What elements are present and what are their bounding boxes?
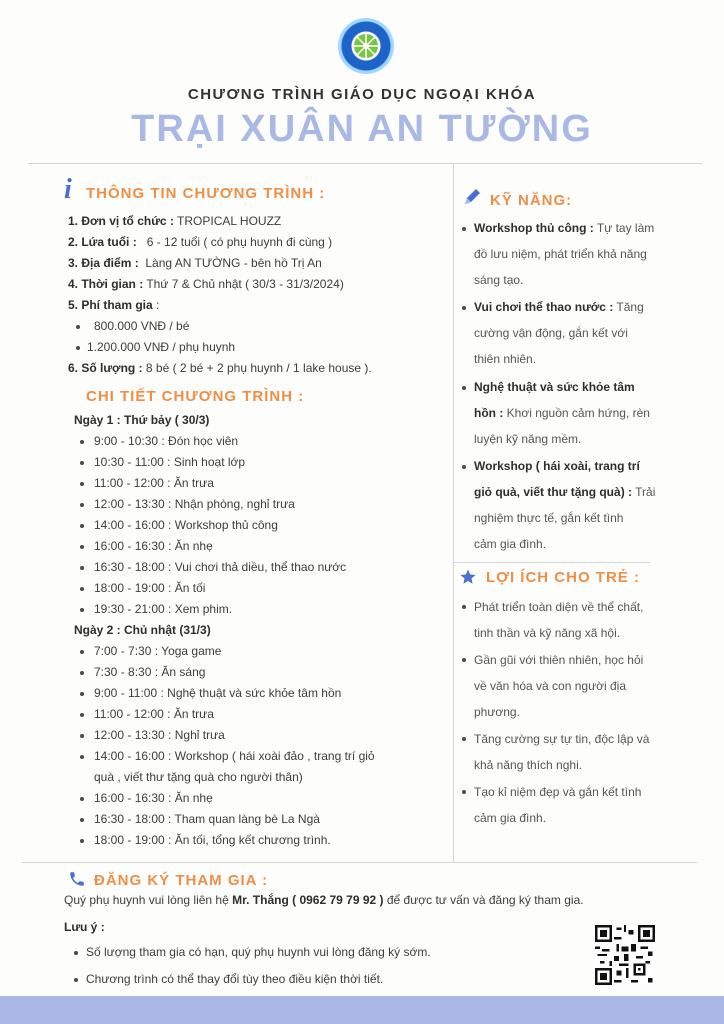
schedule-item: 16:00 - 16:30 : Ăn nhẹ	[94, 791, 213, 805]
schedule-item: 10:30 - 11:00 : Sinh hoạt lớp	[94, 455, 246, 469]
benefits-section-title: LỢI ÍCH CHO TRẺ :	[486, 569, 640, 586]
bullet	[80, 671, 84, 675]
bullet	[74, 978, 78, 982]
day2-label: Ngày 2 : Chủ nhật (31/3)	[74, 623, 211, 637]
bullet	[80, 587, 84, 591]
bullet	[80, 482, 84, 486]
bullet	[462, 658, 466, 662]
bullet	[80, 650, 84, 654]
skill-item: Vui chơi thể thao nước : Tăng cường vận động, gắn kết với thiên nhiên.	[474, 300, 644, 366]
bullet	[74, 951, 78, 955]
benefit-item: Tăng cường sự tự tin, độc lập và khả năng thích nghi.	[474, 732, 650, 772]
schedule-item: 16:00 - 16:30 : Ăn nhẹ	[94, 539, 213, 553]
info-time: 4. Thời gian : Thứ 7 & Chủ nhật ( 30/3 - 31/3/2024)	[68, 277, 344, 291]
divider-vertical	[453, 163, 454, 863]
schedule-item: 18:00 - 19:00 : Ăn tối	[94, 581, 206, 595]
phone-icon	[68, 870, 86, 888]
bullet	[462, 737, 466, 741]
bullet	[462, 386, 466, 390]
bullet	[462, 227, 466, 231]
bullet	[462, 306, 466, 310]
schedule-item: 16:30 - 18:00 : Vui chơi thả diều, thể thao nước	[94, 560, 347, 574]
bullet	[80, 734, 84, 738]
note-item: Số lượng tham gia có hạn, quý phụ huynh vui lòng đăng ký sớm.	[86, 945, 431, 959]
bullet	[76, 346, 80, 350]
bullet	[80, 461, 84, 465]
pencil-icon	[462, 187, 482, 207]
info-fee-child: 800.000 VNĐ / bé	[94, 319, 190, 333]
bullet	[462, 465, 466, 469]
info-icon: i	[64, 174, 72, 205]
schedule-item: 9:00 - 10:30 : Đón học viên	[94, 434, 239, 448]
day1-label: Ngày 1 : Thứ bảy ( 30/3)	[74, 413, 210, 427]
bullet	[80, 797, 84, 801]
note-item: Chương trình có thể thay đổi tùy theo điều kiện thời tiết.	[86, 972, 384, 986]
schedule-item: 12:00 - 13:30 : Nghỉ trưa	[94, 728, 225, 742]
skill-item: Nghệ thuật và sức khỏe tâm hồn : Khơi nguồn cảm hứng, rèn luyện kỹ năng mềm.	[474, 380, 650, 446]
bullet	[462, 790, 466, 794]
info-location: 3. Địa điểm : Làng AN TƯỜNG - bên hồ Trị An	[68, 256, 322, 270]
bullet	[80, 608, 84, 612]
page-subtitle: CHƯƠNG TRÌNH GIÁO DỤC NGOẠI KHÓA	[187, 86, 537, 103]
schedule-item: 14:00 - 16:00 : Workshop ( hái xoài đảo , trang trí giỏ	[94, 749, 375, 763]
bullet	[80, 692, 84, 696]
benefit-item: Gần gũi với thiên nhiên, học hỏi về văn hóa và con người địa phương.	[474, 653, 644, 719]
info-fee-parent: 1.200.000 VNĐ / phụ huynh	[87, 340, 236, 354]
logo-icon	[338, 18, 394, 74]
schedule-item: 19:30 - 21:00 : Xem phim.	[94, 602, 233, 616]
schedule-item: 7:30 - 8:30 : Ăn sáng	[94, 665, 206, 679]
bullet	[80, 524, 84, 528]
bullet	[80, 839, 84, 843]
schedule-item: 7:00 - 7:30 : Yoga game	[94, 644, 222, 658]
schedule-item: 18:00 - 19:00 : Ăn tối, tổng kết chương trình.	[94, 833, 331, 847]
info-fee: 5. Phí tham gia :	[68, 298, 160, 312]
bullet	[462, 605, 466, 609]
schedule-item: 16:30 - 18:00 : Tham quan làng bè La Ngà	[94, 812, 320, 826]
benefit-item: Tạo kỉ niệm đẹp và gắn kết tình cảm gia đình.	[474, 785, 642, 825]
page-title: TRẠI XUÂN AN TƯỜNG	[131, 108, 593, 150]
note-label: Lưu ý :	[64, 920, 105, 934]
bullet	[80, 713, 84, 717]
details-section-title: CHI TIẾT CHƯƠNG TRÌNH :	[86, 388, 305, 405]
schedule-item: 12:00 - 13:30 : Nhận phòng, nghỉ trưa	[94, 497, 295, 511]
register-text: Quý phụ huynh vui lòng liên hệ Mr. Thắng ( 0962 79 79 92 ) để được tư vấn và đăng ký tham gia.	[64, 893, 584, 907]
star-icon	[459, 568, 477, 586]
register-section-title: ĐĂNG KÝ THAM GIA :	[94, 872, 269, 889]
skills-section-title: KỸ NĂNG:	[490, 192, 573, 209]
divider-skills	[453, 562, 650, 563]
divider-bottom	[22, 862, 697, 863]
skill-item: Workshop thủ công : Tự tay làm đồ lưu niệm, phát triển khả năng sáng tạo.	[474, 221, 655, 287]
bullet	[80, 440, 84, 444]
benefit-item: Phát triển toàn diện về thể chất, tinh thần và kỹ năng xã hội.	[474, 600, 644, 640]
schedule-item: quà , viết thư tặng quà cho người thân)	[94, 770, 303, 784]
bullet	[76, 325, 80, 329]
bullet	[80, 566, 84, 570]
footer-bar	[0, 996, 724, 1024]
schedule-item: 11:00 - 12:00 : Ăn trưa	[94, 476, 214, 490]
info-age: 2. Lứa tuổi : 6 - 12 tuổi ( có phụ huynh đi cùng )	[68, 235, 333, 249]
bullet	[80, 818, 84, 822]
schedule-item: 11:00 - 12:00 : Ăn trưa	[94, 707, 214, 721]
schedule-item: 14:00 - 16:00 : Workshop thủ công	[94, 518, 278, 532]
bullet	[80, 755, 84, 759]
divider-top	[28, 163, 702, 164]
info-section-title: THÔNG TIN CHƯƠNG TRÌNH :	[86, 185, 326, 202]
info-quantity: 6. Số lượng : 8 bé ( 2 bé + 2 phụ huynh / 1 lake house ).	[68, 361, 372, 375]
bullet	[80, 503, 84, 507]
schedule-item: 9:00 - 11:00 : Nghệ thuật và sức khỏe tâm hồn	[94, 686, 342, 700]
info-organizer: 1. Đơn vị tổ chức : TROPICAL HOUZZ	[68, 214, 282, 228]
qr-code	[595, 925, 655, 985]
bullet	[80, 545, 84, 549]
skill-item: Workshop ( hái xoài, trang trí giỏ quà, viết thư tặng quà) : Trải nghiệm thực tế, gắn kết tình cảm gia đình.	[474, 459, 656, 551]
